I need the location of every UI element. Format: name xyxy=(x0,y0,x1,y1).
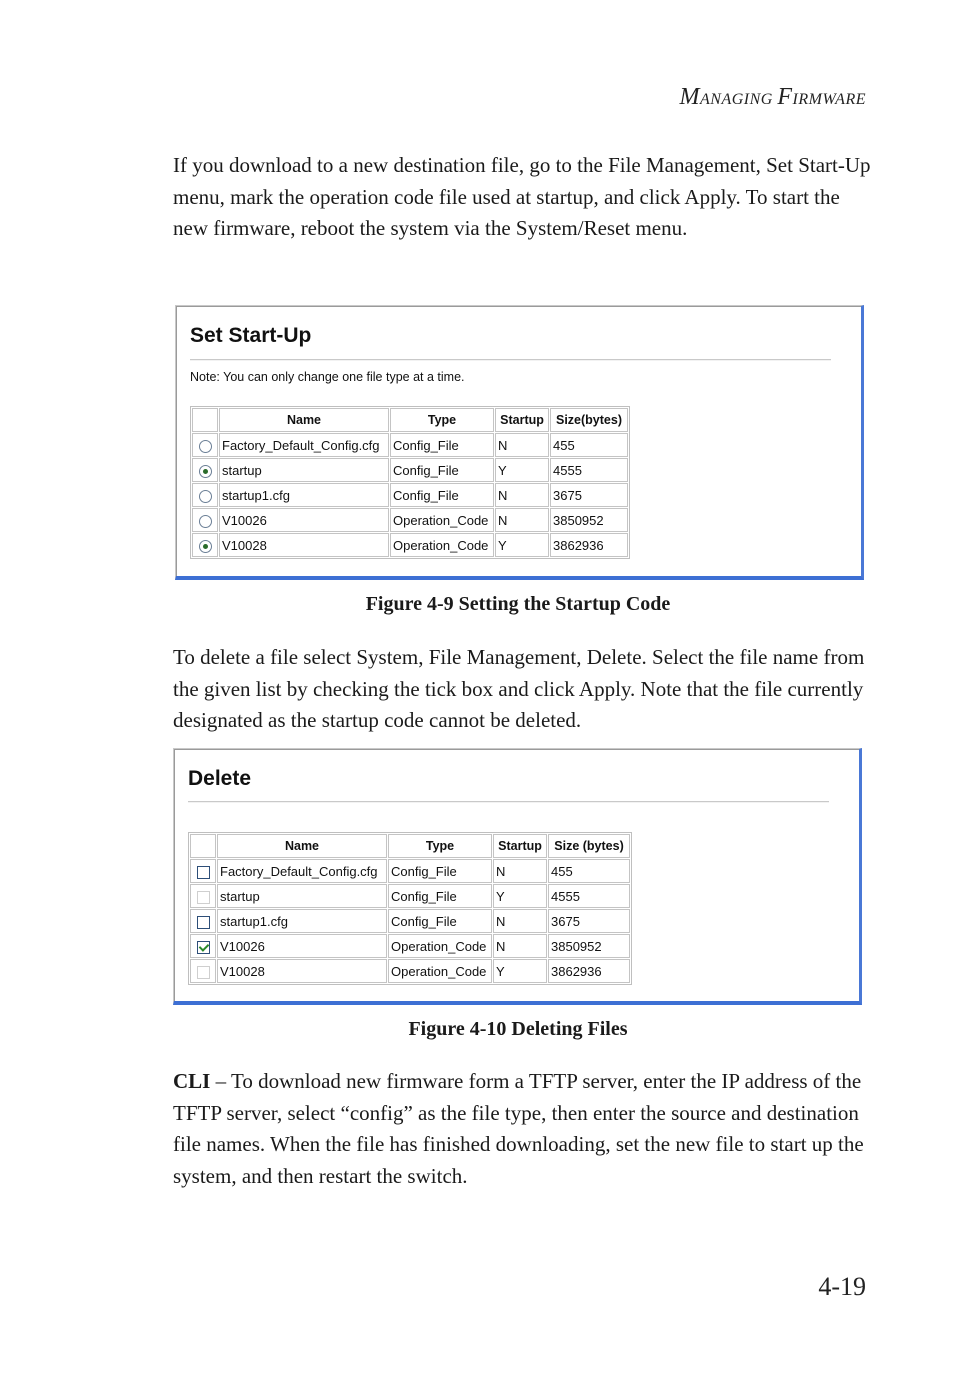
startup-radio-button[interactable] xyxy=(199,540,212,553)
figure-4-10-caption: Figure 4-10 Deleting Files xyxy=(408,1018,628,1040)
select-cell xyxy=(190,909,216,933)
startup-flag-cell: N xyxy=(495,483,549,507)
page-number: 4-19 xyxy=(818,1272,866,1301)
file-size-cell: 3862936 xyxy=(548,959,630,983)
column-header-size: Size(bytes) xyxy=(550,408,628,432)
file-type-cell: Operation_Code xyxy=(390,533,494,557)
running-head-part-2: IRMWARE xyxy=(792,91,866,108)
table-row xyxy=(190,884,630,908)
startup-flag-cell: N xyxy=(495,433,549,457)
title-divider xyxy=(188,801,829,803)
select-cell xyxy=(190,884,216,908)
file-type-cell: Config_File xyxy=(390,458,494,482)
startup-radio-button[interactable] xyxy=(199,440,212,453)
select-column-header xyxy=(192,408,218,432)
figure-4-9-caption: Figure 4-9 Setting the Startup Code xyxy=(365,593,671,615)
file-type-cell: Config_File xyxy=(390,433,494,457)
running-head xyxy=(680,84,866,111)
startup-flag-cell: N xyxy=(493,859,547,883)
file-type-cell: Config_File xyxy=(390,483,494,507)
column-header-size: Size (bytes) xyxy=(548,834,630,858)
paragraph-cli-instructions xyxy=(173,1066,873,1192)
select-cell xyxy=(192,483,218,507)
select-cell xyxy=(192,508,218,532)
startup-flag-cell: Y xyxy=(493,959,547,983)
select-cell xyxy=(190,859,216,883)
file-size-cell: 3850952 xyxy=(548,934,630,958)
column-header-name: Name xyxy=(219,408,389,432)
paragraph-startup-instructions: If you download to a new destination file, go to the File Management, Set Start-Up menu, mark the operation code file used at startup, and click Apply. To start the new firmware, reboot the system via the System/Reset menu. xyxy=(173,153,871,240)
startup-flag-cell: Y xyxy=(495,533,549,557)
startup-flag-cell: N xyxy=(493,909,547,933)
file-name-cell: V10028 xyxy=(219,533,389,557)
delete-file-table xyxy=(188,832,632,985)
table-header-row xyxy=(192,408,628,432)
running-head-initial-m: M xyxy=(679,84,701,110)
file-name-cell: Factory_Default_Config.cfg xyxy=(217,859,387,883)
delete-panel xyxy=(173,748,862,1005)
table-row xyxy=(190,859,630,883)
file-type-cell: Operation_Code xyxy=(390,508,494,532)
table-row xyxy=(190,909,630,933)
table-row xyxy=(192,483,628,507)
file-size-cell: 3862936 xyxy=(550,533,628,557)
panel-note: Note: You can only change one file type at a time. xyxy=(190,370,465,384)
cli-text: – To download new firmware form a TFTP server, enter the IP address of the TFTP server, select “config” as the file type, then enter the source and destination file names. When the file has finished downloading, set the new file to start up the system, and then restart the switch. xyxy=(173,1069,864,1188)
column-header-type: Type xyxy=(390,408,494,432)
startup-radio-button[interactable] xyxy=(199,490,212,503)
set-startup-panel xyxy=(175,305,864,580)
select-cell xyxy=(190,934,216,958)
delete-checkbox[interactable] xyxy=(197,866,210,879)
file-size-cell: 455 xyxy=(548,859,630,883)
table-row xyxy=(192,533,628,557)
select-cell xyxy=(190,959,216,983)
startup-flag-cell: N xyxy=(493,934,547,958)
column-header-startup: Startup xyxy=(495,408,549,432)
file-name-cell: startup1.cfg xyxy=(217,909,387,933)
file-size-cell: 3675 xyxy=(550,483,628,507)
panel-title: Delete xyxy=(188,767,252,790)
startup-radio-button[interactable] xyxy=(199,465,212,478)
file-name-cell: V10026 xyxy=(217,934,387,958)
startup-flag-cell: Y xyxy=(493,884,547,908)
delete-checkbox xyxy=(197,891,210,904)
delete-checkbox[interactable] xyxy=(197,916,210,929)
startup-flag-cell: Y xyxy=(495,458,549,482)
select-cell xyxy=(192,533,218,557)
file-type-cell: Operation_Code xyxy=(388,934,492,958)
file-size-cell: 4555 xyxy=(548,884,630,908)
file-name-cell: V10026 xyxy=(219,508,389,532)
running-head-part-1: ANAGING xyxy=(700,91,778,108)
file-size-cell: 3675 xyxy=(548,909,630,933)
file-name-cell: startup xyxy=(219,458,389,482)
title-divider xyxy=(190,359,831,361)
startup-flag-cell: N xyxy=(495,508,549,532)
column-header-type: Type xyxy=(388,834,492,858)
startup-file-table xyxy=(190,406,630,559)
select-cell xyxy=(192,433,218,457)
table-row xyxy=(190,934,630,958)
cli-label: CLI xyxy=(173,1069,211,1093)
file-size-cell: 3850952 xyxy=(550,508,628,532)
file-type-cell: Operation_Code xyxy=(388,959,492,983)
file-type-cell: Config_File xyxy=(388,909,492,933)
file-name-cell: startup xyxy=(217,884,387,908)
table-row xyxy=(192,458,628,482)
file-name-cell: V10028 xyxy=(217,959,387,983)
column-header-startup: Startup xyxy=(493,834,547,858)
delete-checkbox xyxy=(197,966,210,979)
file-name-cell: startup1.cfg xyxy=(219,483,389,507)
table-row xyxy=(192,433,628,457)
running-head-initial-f: F xyxy=(777,84,793,110)
column-header-name: Name xyxy=(217,834,387,858)
file-size-cell: 4555 xyxy=(550,458,628,482)
paragraph-delete-instructions: To delete a file select System, File Management, Delete. Select the file name from the given list by checking the tick box and click Apply. Note that the file currently designated as the startup code cannot be deleted. xyxy=(173,645,865,732)
delete-checkbox[interactable] xyxy=(197,941,210,954)
table-header-row xyxy=(190,834,630,858)
file-size-cell: 455 xyxy=(550,433,628,457)
panel-title: Set Start-Up xyxy=(190,324,312,347)
startup-radio-button[interactable] xyxy=(199,515,212,528)
table-row xyxy=(192,508,628,532)
table-row xyxy=(190,959,630,983)
file-type-cell: Config_File xyxy=(388,859,492,883)
select-column-header xyxy=(190,834,216,858)
file-name-cell: Factory_Default_Config.cfg xyxy=(219,433,389,457)
file-type-cell: Config_File xyxy=(388,884,492,908)
select-cell xyxy=(192,458,218,482)
